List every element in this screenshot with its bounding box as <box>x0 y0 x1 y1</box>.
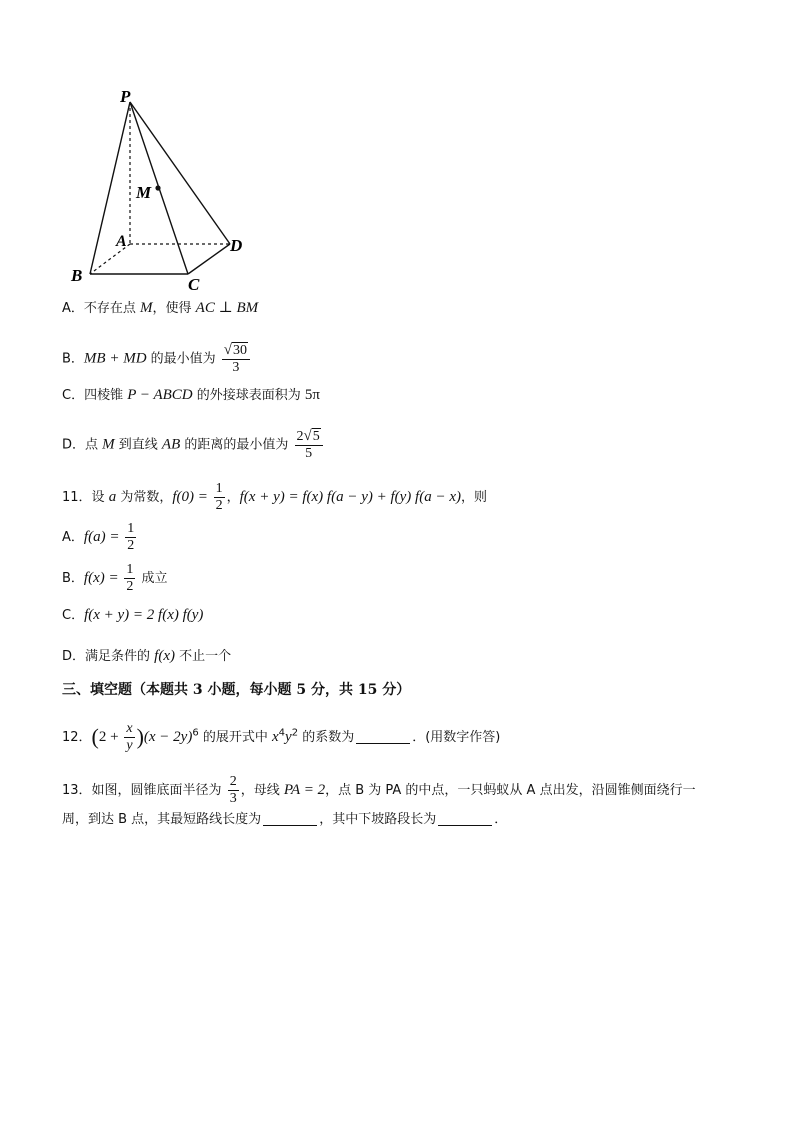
question-text: ，点 B 为 PA 的中点，一只蚂蚁从 A 点出发，沿圆锥侧面绕行一 <box>325 783 696 798</box>
fraction: $\frac{√30}{3}$ <box>222 343 250 375</box>
q10-option-a <box>62 298 258 319</box>
q11-stem <box>62 482 487 513</box>
answer-blank-1[interactable] <box>263 825 317 826</box>
pyramid-figure <box>60 84 260 296</box>
option-label: C． <box>62 608 85 623</box>
option-text: C．四棱锥 <box>62 388 128 403</box>
denominator: y <box>126 738 133 753</box>
math-expr: 2 + <box>98 729 123 745</box>
option-label: B． <box>62 571 84 586</box>
option-label: A． <box>62 530 84 545</box>
math-expr: MB + MD <box>83 350 147 367</box>
math-var: M <box>102 436 115 453</box>
question-text: 13．如图，圆锥底面半径为 <box>62 783 226 798</box>
numerator: 1 <box>215 481 223 496</box>
option-text: 到直线 <box>114 437 162 453</box>
question-text: ，母线 <box>240 783 284 798</box>
exponent: 4 <box>278 727 286 739</box>
q10-option-d <box>62 429 325 461</box>
denominator: 5 <box>305 446 313 461</box>
pyramid-diagram <box>60 84 260 296</box>
math-var: y <box>285 729 292 745</box>
label-m: M <box>136 183 152 202</box>
q13-line2 <box>62 810 507 830</box>
option-text: A．不存在点 <box>62 301 141 316</box>
edge-pd <box>130 102 230 244</box>
q11-option-d <box>62 646 231 667</box>
math-expr: f(x + y) = f(x) f(a − y) + f(y) f(a − x) <box>239 489 461 505</box>
math-expr: f(0) = <box>172 489 212 505</box>
question-text: 的系数为 <box>298 730 355 745</box>
numerator: 1 <box>127 521 135 536</box>
math-expr: f(x + y) = 2 f(x) f(y) <box>84 607 204 623</box>
option-text: D．点 <box>62 437 103 453</box>
question-text: ．(用数字作答) <box>412 730 501 745</box>
math-expr: f(x) = <box>83 570 123 586</box>
option-text: 的距离的最小值为 <box>180 437 293 453</box>
option-text: 成立 <box>137 571 168 586</box>
label-p: P <box>120 87 131 106</box>
question-text: ， <box>226 490 240 505</box>
point-m <box>155 185 160 190</box>
denominator: 2 <box>127 538 135 553</box>
math-expr: AC ⊥ BM <box>195 300 259 316</box>
radicand: 5 <box>312 429 320 444</box>
math-var: M <box>140 300 153 316</box>
q10-option-c <box>62 385 320 406</box>
q10-option-b <box>62 343 252 375</box>
option-text: D．满足条件的 <box>62 649 155 664</box>
option-text: ，使得 <box>152 301 196 316</box>
question-text: 周，到达 B 点，其最短路线长度为 <box>62 812 262 827</box>
section-title: 三、填空题（本题共 3 小题，每小题 5 分，共 15 分） <box>62 682 411 698</box>
question-text: ，其中下坡路段长为 <box>319 812 437 827</box>
fraction <box>125 522 136 553</box>
question-text: 的展开式中 <box>198 730 272 745</box>
label-a: A <box>116 233 127 250</box>
q13-line1 <box>62 775 696 806</box>
question-text: ，则 <box>460 490 487 505</box>
fraction: $\frac{2√5}{5}$ <box>295 429 323 461</box>
question-text: ． <box>494 812 508 827</box>
option-label: B． <box>62 351 84 367</box>
denominator: 2 <box>215 498 223 513</box>
fraction <box>228 775 239 806</box>
exponent: 6 <box>192 727 199 739</box>
question-text: 11．设 <box>62 490 109 505</box>
label-d: D <box>230 236 243 255</box>
answer-blank-2[interactable] <box>438 825 492 826</box>
question-number: 12． <box>62 730 92 745</box>
option-text: 的外接球表面积为 <box>192 388 305 403</box>
q11-option-a <box>62 522 138 553</box>
math-expr: PA = 2 <box>283 782 326 798</box>
denominator: 3 <box>229 791 237 806</box>
option-text: 不止一个 <box>174 649 232 664</box>
radicand: 30 <box>233 343 248 358</box>
coefficient: 2 <box>296 429 304 444</box>
math-expr: f(x) <box>154 648 175 664</box>
q11-option-c <box>62 605 203 626</box>
denominator: 2 <box>126 579 134 594</box>
math-expr: f(a) = <box>83 529 124 545</box>
q12 <box>62 722 500 753</box>
exponent: 2 <box>291 727 299 739</box>
numerator: x <box>126 721 133 736</box>
math-var: x <box>271 729 279 745</box>
paren: ( <box>91 724 99 749</box>
answer-blank[interactable] <box>356 743 410 744</box>
edge-cd <box>188 244 230 274</box>
fraction <box>214 482 225 513</box>
fraction <box>124 722 134 753</box>
question-text: 为常数， <box>116 490 173 505</box>
fraction <box>124 563 135 594</box>
math-var: AB <box>161 436 181 453</box>
q11-option-b <box>62 563 168 594</box>
math-expr: (x − 2y) <box>143 729 193 745</box>
numerator: 2 <box>229 774 237 789</box>
numerator: 1 <box>126 562 134 577</box>
option-text: 的最小值为 <box>146 351 220 367</box>
denominator: 3 <box>232 360 240 375</box>
math-var: a <box>108 489 117 505</box>
math-value: 5π <box>304 387 320 403</box>
label-c: C <box>188 275 200 294</box>
paren: ) <box>136 724 144 749</box>
math-expr: P − ABCD <box>127 387 193 403</box>
label-b: B <box>71 266 83 285</box>
